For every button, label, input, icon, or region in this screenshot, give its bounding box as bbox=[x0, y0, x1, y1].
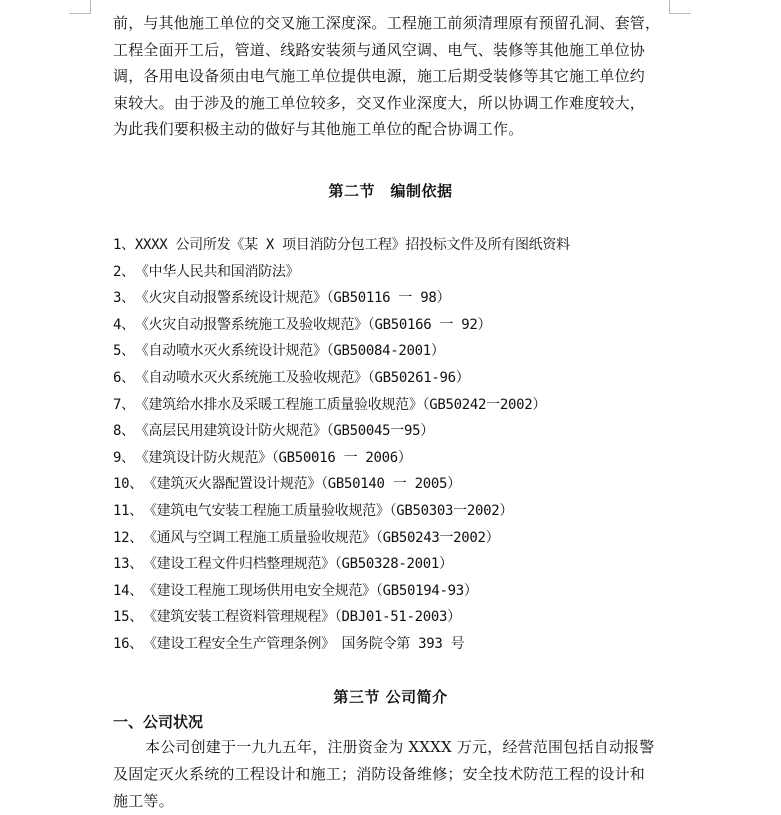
list-item bbox=[113, 445, 713, 472]
list-item-number: 4、 bbox=[113, 316, 135, 333]
list-item bbox=[113, 578, 713, 605]
list-item-number: 8、 bbox=[113, 423, 135, 440]
list-item bbox=[113, 365, 713, 392]
list-item-text: 《火灾自动报警系统施工及验收规范》（GB50166 一 92） bbox=[134, 316, 492, 333]
company-line: 本公司创建于一九九五年，注册资金为 XXXX 万元，经营范围包括自动报警 bbox=[145, 738, 655, 756]
intro-line: 调，各用电设备须由电气施工单位提供电源，施工后期受装修等其它施工单位约 bbox=[113, 67, 646, 85]
list-item-text: 《建设工程施工现场供用电安全规范》（GB50194-93） bbox=[142, 582, 478, 599]
list-item-number: 10、 bbox=[113, 476, 143, 493]
list-item bbox=[113, 498, 713, 525]
company-line: 及固定灭火系统的工程设计和施工；消防设备维修；安全技术防范工程的设计和 bbox=[113, 765, 646, 783]
list-item-text: 《自动喷水灭火系统施工及验收规范》（GB50261-96） bbox=[134, 369, 470, 386]
list-item-number: 6、 bbox=[113, 369, 135, 386]
list-item bbox=[113, 285, 713, 312]
intro-paragraph bbox=[113, 10, 673, 143]
list-item-number: 3、 bbox=[113, 290, 135, 307]
list-item-text: 《高层民用建筑设计防火规范》（GB50045一95） bbox=[134, 423, 434, 440]
list-item bbox=[113, 604, 713, 631]
company-paragraph bbox=[113, 734, 673, 815]
reference-list bbox=[113, 232, 713, 658]
list-item bbox=[113, 338, 713, 365]
list-item bbox=[113, 471, 713, 498]
list-item-text: 《建筑给水排水及采暖工程施工质量验收规范》（GB50242一2002） bbox=[134, 396, 547, 413]
intro-line: 为此我们要积极主动的做好与其他施工单位的配合协调工作。 bbox=[113, 120, 524, 138]
list-item bbox=[113, 418, 713, 445]
intro-line: 束较大。由于涉及的施工单位较多，交叉作业深度大，所以协调工作难度较大， bbox=[113, 93, 646, 112]
list-item-number: 11、 bbox=[113, 502, 143, 519]
intro-line: 工程全面开工后，管道、线路安装须与通风空调、电气、装修等其他施工单位协 bbox=[113, 40, 646, 59]
list-item bbox=[113, 232, 713, 259]
list-item bbox=[113, 312, 713, 339]
list-item bbox=[113, 259, 713, 286]
list-item-text: 《建筑安装工程资料管理规程》（DBJ01-51-2003） bbox=[142, 609, 461, 626]
list-item-text: 《建筑电气安装工程施工质量验收规范》（GB50303一2002） bbox=[142, 502, 514, 519]
list-item-text: 《通风与空调工程施工质量验收规范》（GB50243一2002） bbox=[142, 529, 500, 546]
list-item-number: 13、 bbox=[113, 556, 143, 573]
list-item-number: 15、 bbox=[113, 609, 143, 626]
list-item-number: 1、 bbox=[113, 237, 135, 253]
list-item-text: 《建设工程文件归档整理规范》（GB50328-2001） bbox=[142, 556, 453, 573]
section2-title: 第二节 编制依据 bbox=[328, 182, 453, 200]
company-line: 施工等。 bbox=[113, 792, 174, 810]
list-item-number: 9、 bbox=[113, 449, 135, 466]
intro-line: 前，与其他施工单位的交叉施工深度深。工程施工前须清理原有预留孔洞、套管， bbox=[113, 14, 661, 32]
list-item bbox=[113, 551, 713, 578]
list-item-number: 5、 bbox=[113, 343, 135, 360]
list-item-number: 16、 bbox=[113, 635, 143, 652]
list-item bbox=[113, 525, 713, 552]
list-item-text: XXXX 公司所发《某 X 项目消防分包工程》招投标文件及所有图纸资料 bbox=[134, 237, 570, 253]
list-item-number: 14、 bbox=[113, 582, 143, 599]
page-corner-mark-left bbox=[90, 0, 91, 14]
section3-subheading: 一、公司状况 bbox=[113, 713, 204, 731]
list-item-number: 7、 bbox=[113, 396, 135, 413]
list-item-number: 12、 bbox=[113, 529, 143, 546]
list-item bbox=[113, 392, 713, 419]
list-item-text: 《建筑设计防火规范》（GB50016 一 2006） bbox=[134, 449, 412, 466]
list-item-text: 《建筑灭火器配置设计规范》（GB50140 一 2005） bbox=[142, 476, 461, 493]
section3-title: 第三节 公司简介 bbox=[333, 688, 448, 706]
page-corner-mark-left-h bbox=[69, 13, 91, 14]
list-item-text: 《自动喷水灭火系统设计规范》（GB50084-2001） bbox=[134, 343, 445, 360]
list-item-text: 《中华人民共和国消防法》 bbox=[134, 263, 300, 280]
list-item-text: 《火灾自动报警系统设计规范》（GB50116 一 98） bbox=[134, 290, 451, 307]
list-item-number: 2、 bbox=[113, 263, 135, 280]
list-item-text: 《建设工程安全生产管理条例》 国务院令第 393 号 bbox=[142, 635, 465, 652]
list-item bbox=[113, 631, 713, 658]
